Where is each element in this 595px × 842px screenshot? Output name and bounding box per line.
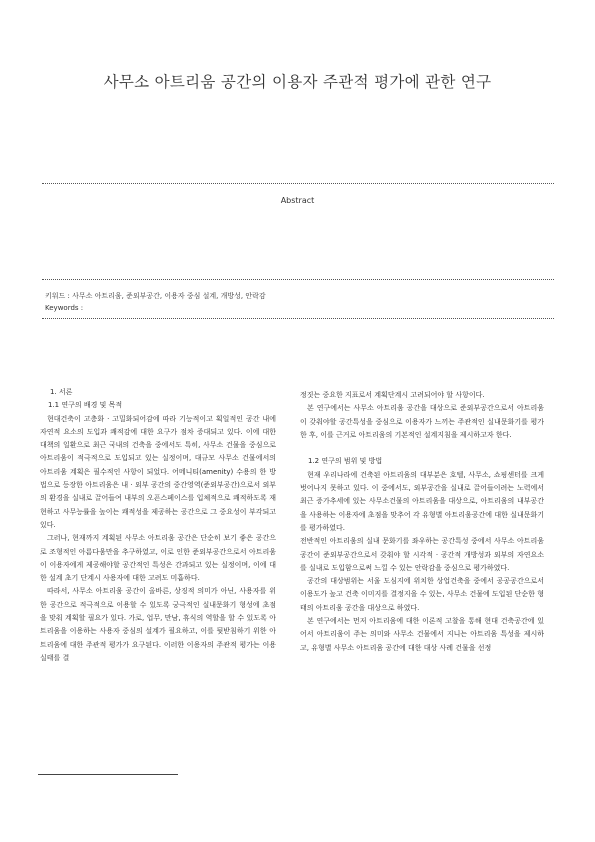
subsection-heading-scope: 1.2 연구의 범위 및 방법: [308, 457, 383, 466]
body-paragraph: 공간의 대상범위는 서울 도심지에 위치한 상업건축을 중에서 공공공간으로서 이용도가 높고 건축 이미지를 결정지을 수 있는, 사무소 건물에 도입된 단순한 형태의 아트리움 공간을 대상으로 하였다.: [300, 577, 544, 612]
body-paragraph: 본 연구에서는 먼저 아트리움에 대한 이론적 고찰을 통해 현대 건축공간에 있어서 아트리움이 주는 의미와 사무소 건물에서 지니는 아트리움 특성을 제시하고, 유형별 사무소 아트리움 공간에 대한 대상 사례 건물을 선정: [300, 617, 544, 652]
body-paragraph: 본 연구에서는 사무소 아트리움 공간을 대상으로 준외부공간으로서 아트리움이 갖춰야할 공간특성을 중심으로 이용자가 느끼는 주관적인 실내문화기를 평가한 후, 이를 근거로 아트리움의 기본적인 설계지침을 제시하고자 한다.: [300, 404, 544, 439]
body-paragraph: 그러나, 현재까지 계획된 사무소 아트리움 공간은 단순히 보기 좋은 공간으로 조형적인 아름다움만을 추구하였고, 이로 인한 준외부공간으로서 아트리움이 이용자에게 제공해야할 공간적인 특성은 간과되고 있는 실정이며, 이에 대한 설계 초기 단계시 사용자에 대한 고려도 미흡하다.: [40, 534, 276, 583]
subsection-heading-background: 1.1 연구의 배경 및 목적: [48, 401, 123, 410]
abstract-label: Abstract: [280, 196, 315, 205]
left-column: [40, 386, 276, 665]
body-paragraph: 전반적인 아트리움의 실내 문화기를 좌우하는 공간특성 중에서 사무소 아트리움 공간이 준외부공간으로서 갖춰야 할 시각적 · 공간적 개방성과 외부의 자연요소를 실내로 도입함으로써 느낄 수 있는 안락감을 중심으로 평가하였다.: [300, 537, 544, 572]
body-paragraph: 현대건축이 고층화 · 고밀화되어감에 따라 기능적이고 획일적인 공간 내에 자연적 요소의 도입과 쾌적감에 대한 요구가 점차 증대되고 있다. 이에 대한 대책의 일환으로 최근 국내의 건축을 중에서도 특히, 사무소 건물을 중심으로 아트리움이 적극적으로 도입되고 있는 실정이며, 대규모 사무소 건물에서의 아트리움 계획은 필수적인 사항이 되었다. 어메니티(amenity) 수용의 한 방법으로 등장한 아트리움은 내 · 외부 공간의 중간영역(준외부공간)으로서 외부의 환경을 실내로 끌어들여 내부의 오픈스페이스를 입체적으로 쾌적하도록 재현하고 사무능률을 높이는 쾌적성을 제공하는 공간으로 그 중요성이 부각되고 있다.: [40, 414, 276, 529]
keywords-english: Keywords :: [45, 304, 84, 312]
divider-keywords: [42, 318, 554, 319]
right-column: [300, 389, 544, 655]
keywords-korean: 키워드 : 사무소 아트리움, 준외부공간, 이용자 중심 설계, 개방성, 안락감: [45, 292, 266, 300]
spacer: [300, 442, 544, 455]
body-paragraph: 따라서, 사무소 아트리움 공간이 올바른, 상징적 의미가 아닌, 사용자를 위한 공간으로 적극적으로 이용할 수 있도록 궁극적인 실내문화기 형성에 초점을 맞춰 계획할 필요가 있다. 가로, 업무, 만남, 휴식의 역할을 할 수 있도록 아트리움을 이용하는 사용자 중심의 설계가 필요하고, 이를 뒷받침하기 위한 아트리움에 대한 주관적 평가가 요구된다. 이러한 이용자의 주관적 평가는 이용실태를 결: [40, 587, 276, 662]
divider-top-1: [42, 183, 554, 184]
paper-title: 사무소 아트리움 공간의 이용자 주관적 평가에 관한 연구: [103, 73, 492, 91]
section-heading-introduction: 1. 서론: [50, 388, 73, 396]
body-paragraph-continued: 정짓는 중요한 지표로서 계획단계시 고려되어야 할 사항이다.: [300, 391, 485, 399]
footnote-rule: [38, 774, 178, 775]
body-paragraph: 현재 우리나라에 건축된 아트리움의 대부분은 호텔, 사무소, 쇼핑센터를 크게 벗어나지 못하고 있다. 이 중에서도, 외부공간을 실내로 끌어들이려는 노력에서 최근 증가추세에 있는 사무소건물의 아트리움을 대상으로, 아트리움의 내부공간을 사용하는 이용자에 초점을 맞추어 각 유형별 아트리움공간에 대한 실내문화기를 평가하였다.: [300, 470, 544, 532]
divider-top-2: [42, 279, 554, 280]
